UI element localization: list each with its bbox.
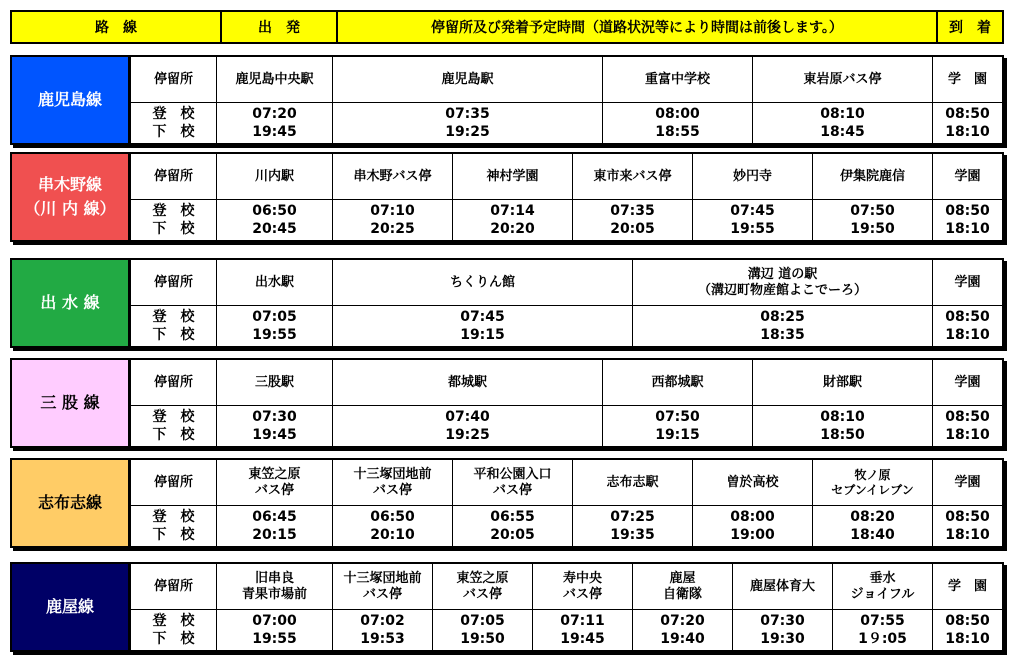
- time-label: 登 校 下 校: [130, 406, 216, 446]
- stop-times: 07:45 19:55: [692, 200, 812, 240]
- route-name: 鹿児島線: [12, 57, 130, 143]
- stop-times: 07:05 19:50: [432, 610, 532, 650]
- route-section: [10, 55, 1004, 145]
- destination-name: 学園: [932, 460, 1002, 506]
- stop-times: 08:10 18:50: [752, 406, 932, 446]
- stop-times: 08:20 18:40: [812, 506, 932, 546]
- stop-name: 出水駅: [216, 260, 332, 306]
- route-section: [10, 152, 1004, 242]
- stop-label: 停留所: [130, 360, 216, 406]
- header-arrival: 到 着: [936, 12, 1002, 42]
- destination-name: 学 園: [932, 57, 1002, 103]
- route-name: 三 股 線: [12, 360, 130, 446]
- stop-times: 07:40 19:25: [332, 406, 602, 446]
- stop-times: 07:35 20:05: [572, 200, 692, 240]
- stop-label: 停留所: [130, 564, 216, 610]
- route-name: 鹿屋線: [12, 564, 130, 650]
- stop-name: 鹿児島駅: [332, 57, 602, 103]
- stop-times: 08:10 18:45: [752, 103, 932, 143]
- destination-name: 学園: [932, 154, 1002, 200]
- destination-name: 学園: [932, 360, 1002, 406]
- stop-name: 東笠之原 バス停: [432, 564, 532, 610]
- stop-name: ちくりん館: [332, 260, 632, 306]
- stop-name: 鹿児島中央駅: [216, 57, 332, 103]
- route-section: [10, 562, 1004, 652]
- stop-name: 十三塚団地前 バス停: [332, 564, 432, 610]
- stop-times: 07:02 19:53: [332, 610, 432, 650]
- stop-name: 曽於高校: [692, 460, 812, 506]
- destination-times: 08:50 18:10: [932, 103, 1002, 143]
- stop-times: 07:20 19:45: [216, 103, 332, 143]
- stop-name: 妙円寺: [692, 154, 812, 200]
- stop-name: 串木野バス停: [332, 154, 452, 200]
- stop-times: 07:30 19:45: [216, 406, 332, 446]
- stop-name: 三股駅: [216, 360, 332, 406]
- stop-name: 財部駅: [752, 360, 932, 406]
- stop-times: 07:55 1９:05: [832, 610, 932, 650]
- stop-label: 停留所: [130, 260, 216, 306]
- header-route: 路 線: [95, 20, 137, 36]
- destination-name: 学園: [932, 260, 1002, 306]
- stop-times: 07:11 19:45: [532, 610, 632, 650]
- destination-times: 08:50 18:10: [932, 610, 1002, 650]
- stop-name: 神村学園: [452, 154, 572, 200]
- stop-times: 07:45 19:15: [332, 306, 632, 346]
- stop-name: 伊集院鹿信: [812, 154, 932, 200]
- header-stops: 停留所及び発着予定時間（道路状況等により時間は前後します。）: [336, 12, 936, 42]
- stop-times: 07:25 19:35: [572, 506, 692, 546]
- stop-times: 07:05 19:55: [216, 306, 332, 346]
- stop-name: 東岩原バス停: [752, 57, 932, 103]
- stop-times: 06:50 20:45: [216, 200, 332, 240]
- stop-label: 停留所: [130, 460, 216, 506]
- time-label: 登 校 下 校: [130, 103, 216, 143]
- stop-times: 07:14 20:20: [452, 200, 572, 240]
- stop-times: 07:10 20:25: [332, 200, 452, 240]
- stop-times: 08:00 18:55: [602, 103, 752, 143]
- route-name: 串木野線 （川 内 線）: [12, 154, 130, 240]
- stop-label: 停留所: [130, 57, 216, 103]
- time-label: 登 校 下 校: [130, 306, 216, 346]
- stop-name: 平和公園入口 バス停: [452, 460, 572, 506]
- stop-name: 志布志駅: [572, 460, 692, 506]
- stop-name: 旧串良 青果市場前: [216, 564, 332, 610]
- stop-times: 07:30 19:30: [732, 610, 832, 650]
- destination-times: 08:50 18:10: [932, 506, 1002, 546]
- destination-times: 08:50 18:10: [932, 406, 1002, 446]
- route-name: 出 水 線: [12, 260, 130, 346]
- stop-name: 東市来バス停: [572, 154, 692, 200]
- stop-times: 08:00 19:00: [692, 506, 812, 546]
- stop-name: 鹿屋 自衛隊: [632, 564, 732, 610]
- route-name: 志布志線: [12, 460, 130, 546]
- stop-name: 重富中学校: [602, 57, 752, 103]
- stop-name: 牧ノ原 セブンイレブン: [812, 460, 932, 506]
- stop-times: 07:20 19:40: [632, 610, 732, 650]
- stop-name: 鹿屋体育大: [732, 564, 832, 610]
- stop-name: 東笠之原 バス停: [216, 460, 332, 506]
- stop-times: 07:50 19:50: [812, 200, 932, 240]
- stop-name: 西都城駅: [602, 360, 752, 406]
- stop-name: 十三塚団地前 バス停: [332, 460, 452, 506]
- stop-times: 07:35 19:25: [332, 103, 602, 143]
- route-section: [10, 358, 1004, 448]
- route-section: [10, 258, 1004, 348]
- stop-times: 06:50 20:10: [332, 506, 452, 546]
- header-departure: 出 発: [220, 12, 336, 42]
- time-label: 登 校 下 校: [130, 200, 216, 240]
- route-section: [10, 458, 1004, 548]
- stop-name: 溝辺 道の駅 （溝辺町物産館よこでーろ）: [632, 260, 932, 306]
- stop-name: 川内駅: [216, 154, 332, 200]
- stop-times: 06:55 20:05: [452, 506, 572, 546]
- destination-times: 08:50 18:10: [932, 200, 1002, 240]
- time-label: 登 校 下 校: [130, 506, 216, 546]
- stop-times: 08:25 18:35: [632, 306, 932, 346]
- destination-name: 学 園: [932, 564, 1002, 610]
- time-label: 登 校 下 校: [130, 610, 216, 650]
- stop-name: 垂水 ジョイフル: [832, 564, 932, 610]
- stop-name: 都城駅: [332, 360, 602, 406]
- stop-name: 寿中央 バス停: [532, 564, 632, 610]
- table-header: [10, 10, 1004, 44]
- stop-times: 07:00 19:55: [216, 610, 332, 650]
- stop-times: 07:50 19:15: [602, 406, 752, 446]
- destination-times: 08:50 18:10: [932, 306, 1002, 346]
- stop-times: 06:45 20:15: [216, 506, 332, 546]
- stop-label: 停留所: [130, 154, 216, 200]
